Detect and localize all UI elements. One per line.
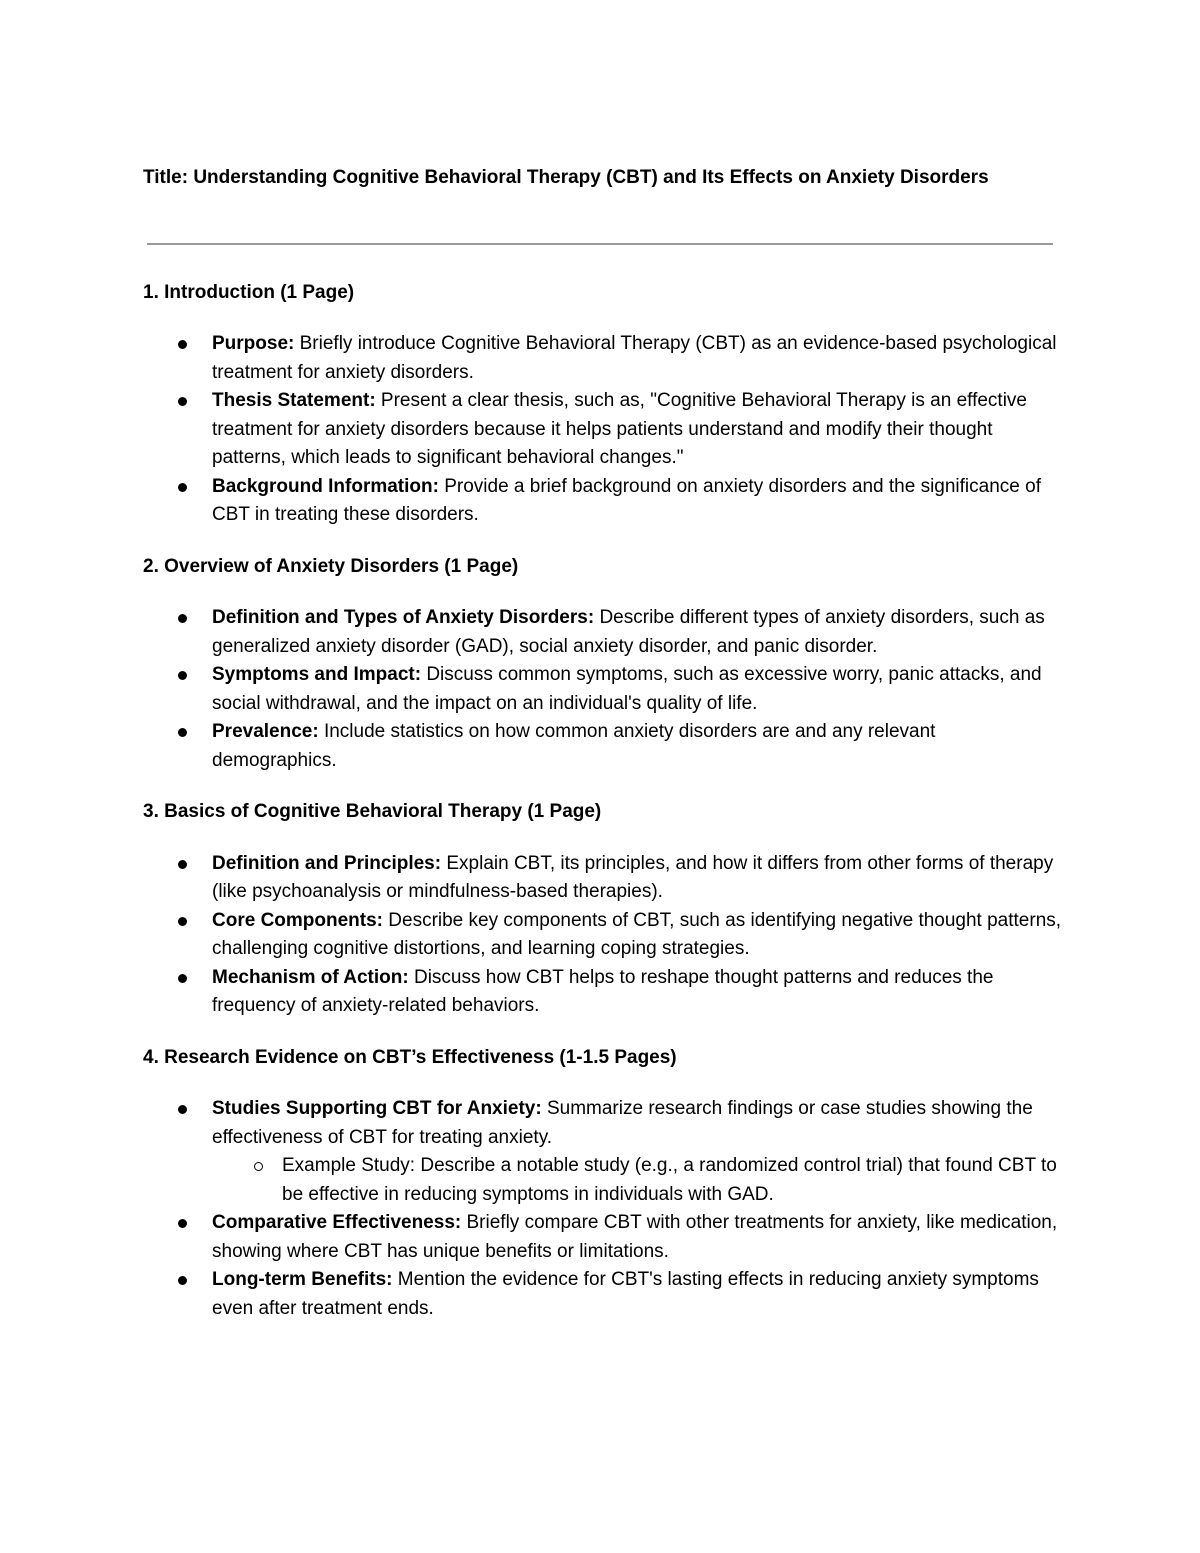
item-text: Provide a brief background on anxiety disorders and the significance of CBT in treating these disorders. xyxy=(212,475,1041,525)
list-item xyxy=(143,850,1063,907)
list-item xyxy=(143,907,1063,964)
bullet-icon xyxy=(178,728,187,737)
sub-list-item xyxy=(212,1152,1063,1209)
item-term: Purpose: xyxy=(212,333,295,354)
item-text: Briefly compare CBT with other treatments for anxiety, like medication, showing where CBT has unique benefits or limitations. xyxy=(212,1212,1058,1262)
bullet-icon xyxy=(178,1105,187,1114)
bullet-icon xyxy=(178,1276,187,1285)
item-text: Briefly introduce Cognitive Behavioral Therapy (CBT) as an evidence-based psychological treatment for anxiety disorders. xyxy=(212,333,1057,383)
item-term: Definition and Types of Anxiety Disorders: xyxy=(212,607,595,628)
document-title: Title: Understanding Cognitive Behavioral Therapy (CBT) and Its Effects on Anxiety Disorders xyxy=(143,167,989,188)
bullet-icon xyxy=(178,974,187,983)
bullet-icon xyxy=(178,614,187,623)
item-term: Comparative Effectiveness: xyxy=(212,1212,462,1233)
item-term: Studies Supporting CBT for Anxiety: xyxy=(212,1098,542,1119)
document-page xyxy=(143,164,1063,1323)
item-text: Present a clear thesis, such as, "Cognitive Behavioral Therapy is an effective treatment for anxiety disorders because it helps patients understand and modify their thought patterns, which leads to significant behavioral changes." xyxy=(212,390,1027,468)
list-item xyxy=(143,1266,1063,1323)
list-item xyxy=(143,387,1063,473)
bullet-icon xyxy=(178,483,187,492)
item-term: Thesis Statement: xyxy=(212,390,376,411)
list-item xyxy=(143,1095,1063,1209)
item-term: Prevalence: xyxy=(212,721,319,742)
list-item xyxy=(143,718,1063,775)
bullet-icon xyxy=(178,860,187,869)
item-text: Include statistics on how common anxiety disorders are and any relevant demographics. xyxy=(212,721,936,771)
section-heading-research-evidence: 4. Research Evidence on CBT’s Effectiveness (1-1.5 Pages) xyxy=(143,1046,677,1068)
list-item xyxy=(143,473,1063,530)
bullet-icon xyxy=(178,340,187,349)
sub-list xyxy=(212,1152,1063,1209)
item-text: Mention the evidence for CBT's lasting effects in reducing anxiety symptoms even after treatment ends. xyxy=(212,1269,1039,1319)
section-heading-anxiety-overview: 2. Overview of Anxiety Disorders (1 Page) xyxy=(143,555,519,577)
list-item xyxy=(143,604,1063,661)
item-term: Definition and Principles: xyxy=(212,852,442,874)
item-term: Mechanism of Action: xyxy=(212,966,409,988)
horizontal-rule xyxy=(147,243,1053,245)
hollow-bullet-icon xyxy=(254,1162,263,1171)
item-text: Discuss how CBT helps to reshape thought patterns and reduces the frequency of anxiety-related behaviors. xyxy=(212,966,994,1016)
item-text: Describe key components of CBT, such as identifying negative thought patterns, challenging cognitive distortions, and learning coping strategies. xyxy=(212,909,1062,959)
list-item xyxy=(143,330,1063,387)
bullet-icon xyxy=(178,671,187,680)
item-term: Long-term Benefits: xyxy=(212,1269,393,1290)
bullet-icon xyxy=(178,397,187,406)
list-item xyxy=(143,1209,1063,1266)
item-text: Explain CBT, its principles, and how it differs from other forms of therapy (like psychoanalysis or mindfulness-based therapies). xyxy=(212,852,1054,902)
section-list-introduction xyxy=(143,330,1063,530)
section-heading-cbt-basics: 3. Basics of Cognitive Behavioral Therapy (1 Page) xyxy=(143,801,602,822)
item-term: Core Components: xyxy=(212,909,383,931)
list-item xyxy=(143,661,1063,718)
section-heading-introduction: 1. Introduction (1 Page) xyxy=(143,281,355,303)
sub-item-text: Example Study: Describe a notable study (e.g., a randomized control trial) that found CBT to be effective in reducing symptoms in individuals with GAD. xyxy=(282,1155,1057,1205)
section-list-research-evidence xyxy=(143,1095,1063,1323)
bullet-icon xyxy=(178,917,187,926)
list-item xyxy=(143,964,1063,1021)
item-text: Describe different types of anxiety disorders, such as generalized anxiety disorder (GAD), social anxiety disorder, and panic disorder. xyxy=(212,607,1045,657)
item-text: Discuss common symptoms, such as excessive worry, panic attacks, and social withdrawal, and the impact on an individual's quality of life. xyxy=(212,664,1042,714)
item-term: Background Information: xyxy=(212,475,439,497)
item-term: Symptoms and Impact: xyxy=(212,664,422,685)
bullet-icon xyxy=(178,1219,187,1228)
section-list-anxiety-overview xyxy=(143,604,1063,775)
section-list-cbt-basics xyxy=(143,850,1063,1021)
item-text: Summarize research findings or case studies showing the effectiveness of CBT for treating anxiety. xyxy=(212,1098,1033,1148)
